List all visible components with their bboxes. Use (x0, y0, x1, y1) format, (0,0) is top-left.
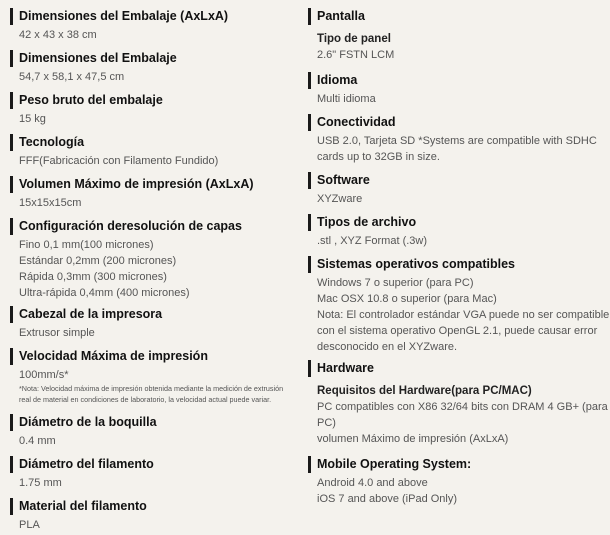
spec-title: Diámetro de la boquilla (10, 414, 300, 431)
spec-title: Dimensiones del Embalaje (10, 50, 300, 67)
spec-value: 15 kg (19, 113, 46, 125)
spec-gross-weight (10, 92, 300, 127)
spec-title: Conectividad (308, 114, 603, 131)
spec-value: Estándar 0,2mm (200 micrones) (19, 255, 177, 267)
spec-value: desconocido en el XYZware. (317, 341, 458, 353)
spec-value: 100mm/s* (19, 369, 69, 381)
spec-value: Ultra-rápida 0,4mm (400 micrones) (19, 287, 190, 299)
spec-title: Sistemas operativos compatibles (308, 256, 603, 273)
spec-footnote: *Nota: Velocidad máxima de impresión obtenida mediante la medición de extrusión (19, 384, 284, 393)
spec-value: con el sistema operativo OpenGL 2.1, puede causar error (317, 325, 598, 337)
spec-value: FFF(Fabricación con Filamento Fundido) (19, 155, 219, 167)
spec-title: Configuración deresolución de capas (10, 218, 300, 235)
spec-value: Rápida 0,3mm (300 micrones) (19, 271, 167, 283)
spec-title: Peso bruto del embalaje (10, 92, 300, 109)
spec-title: Tecnología (10, 134, 300, 151)
spec-value: 15x15x15cm (19, 197, 82, 209)
spec-nozzle-diameter (10, 414, 300, 449)
spec-title: Idioma (308, 72, 603, 89)
spec-hardware (308, 360, 608, 447)
spec-language (308, 72, 603, 107)
spec-footnote: real de material en condiciones de laboratorio, la velocidad actual puede variar. (19, 395, 272, 404)
spec-value: Nota: El controlador estándar VGA puede no ser compatible (317, 309, 610, 321)
spec-layer-resolution (10, 218, 300, 301)
spec-title: Velocidad Máxima de impresión (10, 348, 300, 365)
spec-value: 2.6" FSTN LCM (317, 49, 395, 61)
spec-value: USB 2.0, Tarjeta SD *Systems are compatible with SDHC (317, 135, 597, 147)
spec-value: PLA (19, 519, 40, 531)
spec-value: volumen Máximo de impresión (AxLxA) (317, 433, 509, 445)
spec-technology (10, 134, 300, 169)
spec-title: Cabezal de la impresora (10, 306, 300, 323)
spec-value: 42 x 43 x 38 cm (19, 29, 97, 41)
spec-value: Mac OSX 10.8 o superior (para Mac) (317, 293, 497, 305)
spec-title: Diámetro del filamento (10, 456, 300, 473)
spec-display (308, 8, 603, 63)
spec-value: Multi idioma (317, 93, 376, 105)
spec-title: Hardware (308, 360, 603, 377)
spec-title: Software (308, 172, 603, 189)
spec-title: Mobile Operating System: (308, 456, 603, 473)
spec-file-types (308, 214, 603, 249)
spec-title: Pantalla (308, 8, 603, 25)
spec-value: .stl , XYZ Format (.3w) (317, 235, 428, 247)
spec-package-dimensions (10, 50, 300, 85)
spec-connectivity (308, 114, 603, 165)
spec-value: cards up to 32GB in size. (317, 151, 440, 163)
spec-subtitle: Requisitos del Hardware(para PC/MAC) (317, 385, 532, 397)
spec-print-head (10, 306, 300, 341)
spec-compatible-os (308, 256, 610, 355)
spec-value: iOS 7 and above (iPad Only) (317, 493, 458, 505)
spec-value: Extrusor simple (19, 327, 95, 339)
spec-filament-diameter (10, 456, 300, 491)
spec-value: PC) (317, 417, 336, 429)
spec-subtitle: Tipo de panel (317, 33, 391, 45)
spec-filament-material (10, 498, 300, 533)
spec-value: Windows 7 o superior (para PC) (317, 277, 474, 289)
spec-title: Dimensiones del Embalaje (AxLxA) (10, 8, 300, 25)
spec-value: PC compatibles con X86 32/64 bits con DRAM 4 GB+ (para (317, 401, 608, 413)
spec-software (308, 172, 603, 207)
spec-value: 0.4 mm (19, 435, 56, 447)
spec-value: Fino 0,1 mm(100 micrones) (19, 239, 154, 251)
spec-max-print-speed (10, 348, 300, 405)
spec-title: Material del filamento (10, 498, 300, 515)
spec-title: Volumen Máximo de impresión (AxLxA) (10, 176, 300, 193)
spec-value: XYZware (317, 193, 363, 205)
spec-value: Android 4.0 and above (317, 477, 428, 489)
spec-mobile-os (308, 456, 603, 507)
spec-value: 1.75 mm (19, 477, 62, 489)
spec-package-dimensions-axlxa (10, 8, 300, 43)
spec-title: Tipos de archivo (308, 214, 603, 231)
spec-value: 54,7 x 58,1 x 47,5 cm (19, 71, 125, 83)
spec-max-print-volume (10, 176, 300, 211)
